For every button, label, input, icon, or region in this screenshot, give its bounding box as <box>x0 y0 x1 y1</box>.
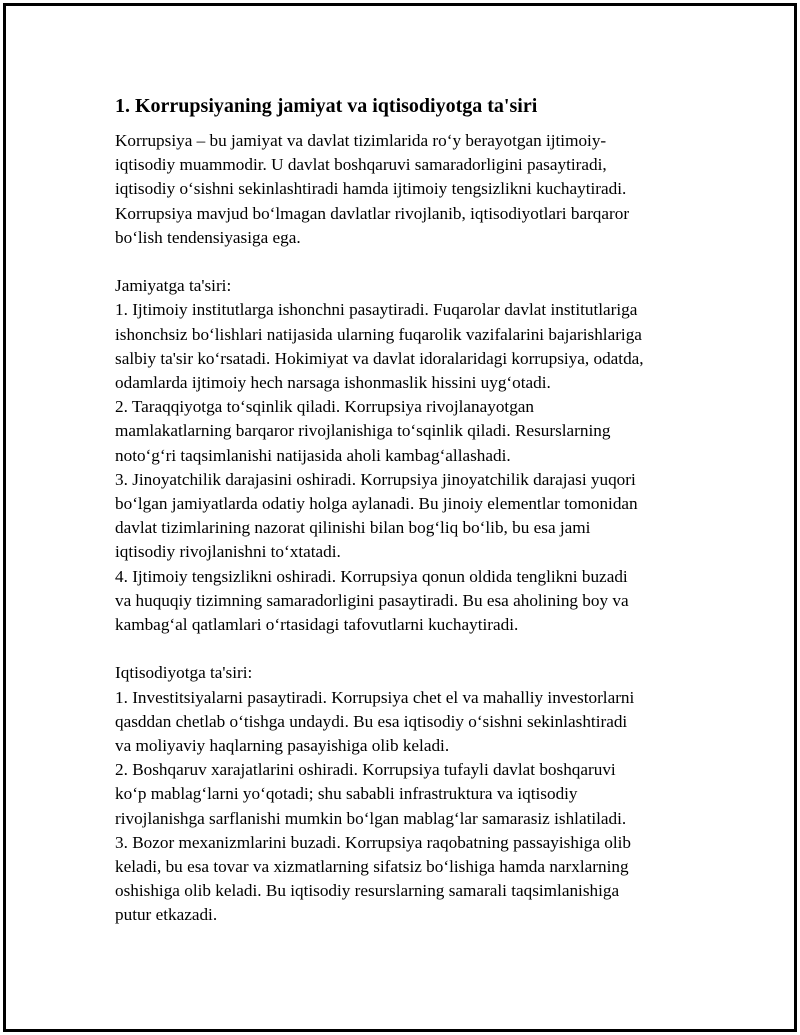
text-line: 2. Taraqqiyotga to‘sqinlik qiladi. Korrupsiya rivojlanayotgan <box>115 397 535 417</box>
text-line: ishonchsiz bo‘lishlari natijasida ularning fuqarolik vazifalarini bajarishlariga <box>115 324 642 344</box>
text-line: qasddan chetlab o‘tishga undaydi. Bu esa iqtisodiy o‘sishni sekinlashtiradi <box>115 711 628 731</box>
text-line: iqtisodiy muammodir. U davlat boshqaruvi samaradorligini pasaytiradi, <box>115 155 607 175</box>
text-line: ko‘p mablag‘larni yo‘qotadi; shu sababli infrastruktura va iqtisodiy <box>115 784 578 804</box>
text-line: oshishiga olib keladi. Bu iqtisodiy resurslarning samarali taqsimlanishiga <box>115 881 620 901</box>
text-line: 1. Investitsiyalarni pasaytiradi. Korrupsiya chet el va mahalliy investorlarni <box>115 687 635 707</box>
document-body <box>115 93 695 928</box>
text-line: 3. Jinoyatchilik darajasini oshiradi. Korrupsiya jinoyatchilik darajasi yuqori <box>115 469 636 489</box>
economy-section <box>115 661 695 927</box>
text-line: 4. Ijtimoiy tengsizlikni oshiradi. Korrupsiya qonun oldida tenglikni buzadi <box>115 566 628 586</box>
text-line: va huquqiy tizimning samaradorligini pasaytiradi. Bu esa aholining boy va <box>115 590 629 610</box>
society-heading: Jamiyatga ta'siri: <box>115 276 232 296</box>
text-line: kambag‘al qatlamlari o‘rtasidagi tafovutlarni kuchaytiradi. <box>115 615 519 635</box>
paragraph-gap <box>115 250 695 274</box>
text-line: keladi, bu esa tovar va xizmatlarning sifatsiz bo‘lishiga hamda narxlarning <box>115 857 629 877</box>
text-line: Korrupsiya – bu jamiyat va davlat tizimlarida ro‘y berayotgan ijtimoiy- <box>115 131 607 150</box>
text-line: 1. Ijtimoiy institutlarga ishonchni pasaytiradi. Fuqarolar davlat institutlariga <box>115 300 638 320</box>
text-line: 2. Boshqaruv xarajatlarini oshiradi. Korrupsiya tufayli davlat boshqaruvi <box>115 760 616 780</box>
text-line: iqtisodiy rivojlanishni to‘xtatadi. <box>115 542 341 562</box>
text-line: putur etkazadi. <box>115 905 218 925</box>
intro-paragraph <box>115 129 695 250</box>
text-line: iqtisodiy o‘sishni sekinlashtiradi hamda ijtimoiy tengsizlikni kuchaytiradi. <box>115 179 627 199</box>
text-line: Korrupsiya mavjud bo‘lmagan davlatlar rivojlanib, iqtisodiyotlari barqaror <box>115 203 630 223</box>
text-line: 3. Bozor mexanizmlarini buzadi. Korrupsiya raqobatning passayishiga olib <box>115 832 631 852</box>
text-line: bo‘lish tendensiyasiga ega. <box>115 227 301 247</box>
paragraph-gap <box>115 637 695 661</box>
text-line: rivojlanishga sarflanishi mumkin bo‘lgan mablag‘lar samarasiz ishlatiladi. <box>115 808 627 828</box>
text-line: va moliyaviy haqlarning pasayishiga olib keladi. <box>115 736 450 756</box>
text-line: noto‘g‘ri taqsimlanishi natijasida aholi kambag‘allashadi. <box>115 445 511 465</box>
text-line: davlat tizimlarining nazorat qilinishi bilan bog‘liq bo‘lib, bu esa jami <box>115 518 591 538</box>
text-line: mamlakatlarning barqaror rivojlanishiga to‘sqinlik qiladi. Resurslarning <box>115 421 611 441</box>
economy-heading: Iqtisodiyotga ta'siri: <box>115 663 253 683</box>
text-line: salbiy ta'sir ko‘rsatadi. Hokimiyat va davlat idoralaridagi korrupsiya, odatda, <box>115 348 644 368</box>
document-title: 1. Korrupsiyaning jamiyat va iqtisodiyotga ta'siri <box>115 95 538 117</box>
text-line: bo‘lgan jamiyatlarda odatiy holga aylanadi. Bu jinoiy elementlar tomonidan <box>115 494 638 514</box>
text-line: odamlarda ijtimoiy hech narsaga ishonmaslik hissini uyg‘otadi. <box>115 373 551 393</box>
society-section <box>115 274 695 637</box>
